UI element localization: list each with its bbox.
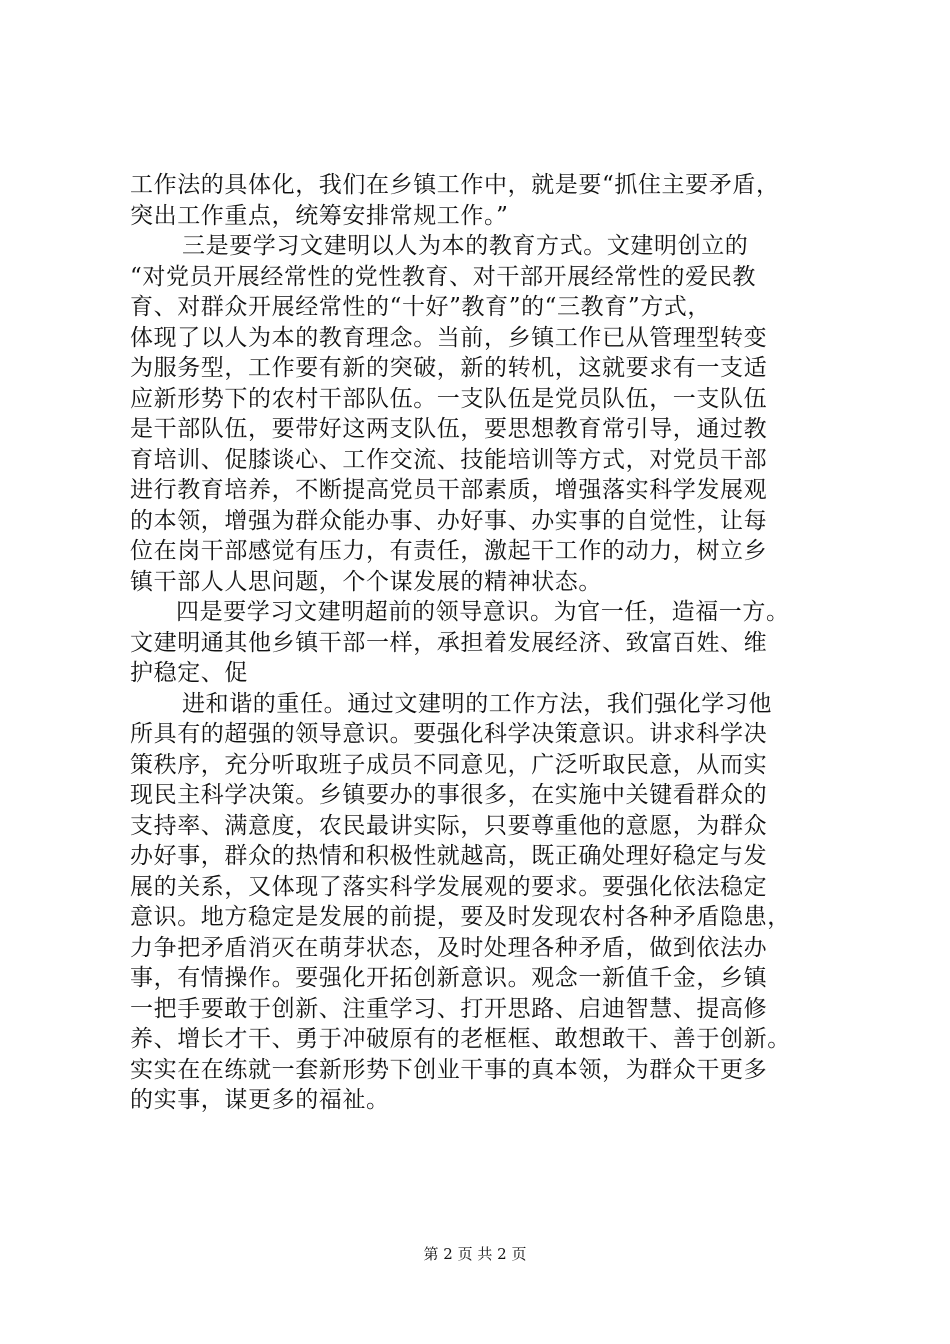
text-line: 展的关系，又体现了落实科学发展观的要求。要强化依法稳定	[130, 873, 768, 900]
page-number-footer: 第 2 页 共 2 页	[423, 1245, 527, 1263]
text-line: 力争把矛盾消灭在萌芽状态，及时处理各种矛盾，做到依法办	[130, 934, 768, 961]
paragraph-start-line: 四是要学习文建明超前的领导意识。为官一任，造福一方。	[176, 599, 790, 625]
text-line: 为服务型，工作要有新的突破，新的转机，这就要求有一支适	[130, 355, 768, 381]
text-line: 文建明通其他乡镇干部一样，承担着发展经济、致富百姓、维	[130, 629, 768, 656]
text-line: 工作法的具体化，我们在乡镇工作中，就是要“抓住主要矛盾，	[130, 172, 780, 198]
text-line: 突出工作重点，统筹安排常规工作。”	[130, 202, 509, 229]
paragraph-start-line: 三是要学习文建明以人为本的教育方式。文建明创立的	[182, 233, 749, 259]
text-line: 一把手要敢于创新、注重学习、打开思路、启迪智慧、提高修	[130, 995, 768, 1022]
text-line: 策秩序，充分听取班子成员不同意见，广泛听取民意，从而实	[130, 751, 768, 778]
text-line: 现民主科学决策。乡镇要办的事很多，在实施中关键看群众的	[130, 782, 768, 808]
text-line: 意识。地方稳定是发展的前提，要及时发现农村各种矛盾隐患，	[130, 904, 791, 930]
text-line: 进行教育培养，不断提高党员干部素质，增强落实科学发展观	[130, 477, 768, 503]
text-line: 的本领，增强为群众能办事、办好事、办实事的自觉性，让每	[130, 507, 768, 534]
text-line: 位在岗干部感觉有压力，有责任，激起干工作的动力，树立乡	[130, 538, 768, 564]
text-line: 应新形势下的农村干部队伍。一支队伍是党员队伍，一支队伍	[130, 385, 768, 412]
text-line: 办好事，群众的热情和积极性就越高，既正确处理好稳定与发	[130, 843, 768, 869]
text-line: 养、增长才干、勇于冲破原有的老框框、敢想敢干、善于创新。	[130, 1026, 791, 1052]
text-line: 所具有的超强的领导意识。要强化科学决策意识。讲求科学决	[130, 721, 768, 747]
text-line: 育培训、促膝谈心、工作交流、技能培训等方式，对党员干部	[130, 446, 768, 473]
text-line: 育、对群众开展经常性的“十好”教育”的“三教育”方式，	[130, 294, 711, 320]
text-line: 的实事，谋更多的福祉。	[130, 1087, 390, 1113]
text-line: “对党员开展经常性的党性教育、对干部开展经常性的爱民教	[130, 263, 756, 290]
body-text	[130, 170, 850, 1116]
text-line: 护稳定、促	[130, 660, 248, 686]
text-line: 是干部队伍，要带好这两支队伍，要思想教育常引导，通过教	[130, 416, 768, 442]
text-line: 镇干部人人思问题，个个谋发展的精神状态。	[130, 568, 602, 595]
text-line: 支持率、满意度，农民最讲实际，只要尊重他的意愿，为群众	[130, 812, 768, 839]
text-line: 事，有情操作。要强化开拓创新意识。观念一新值千金，乡镇	[130, 965, 768, 991]
text-line: 体现了以人为本的教育理念。当前，乡镇工作已从管理型转变	[130, 324, 768, 351]
paragraph-start-line: 进和谐的重任。通过文建明的工作方法，我们强化学习他	[182, 690, 772, 717]
text-line: 实实在在练就一套新形势下创业干事的真本领，为群众干更多	[130, 1056, 768, 1083]
